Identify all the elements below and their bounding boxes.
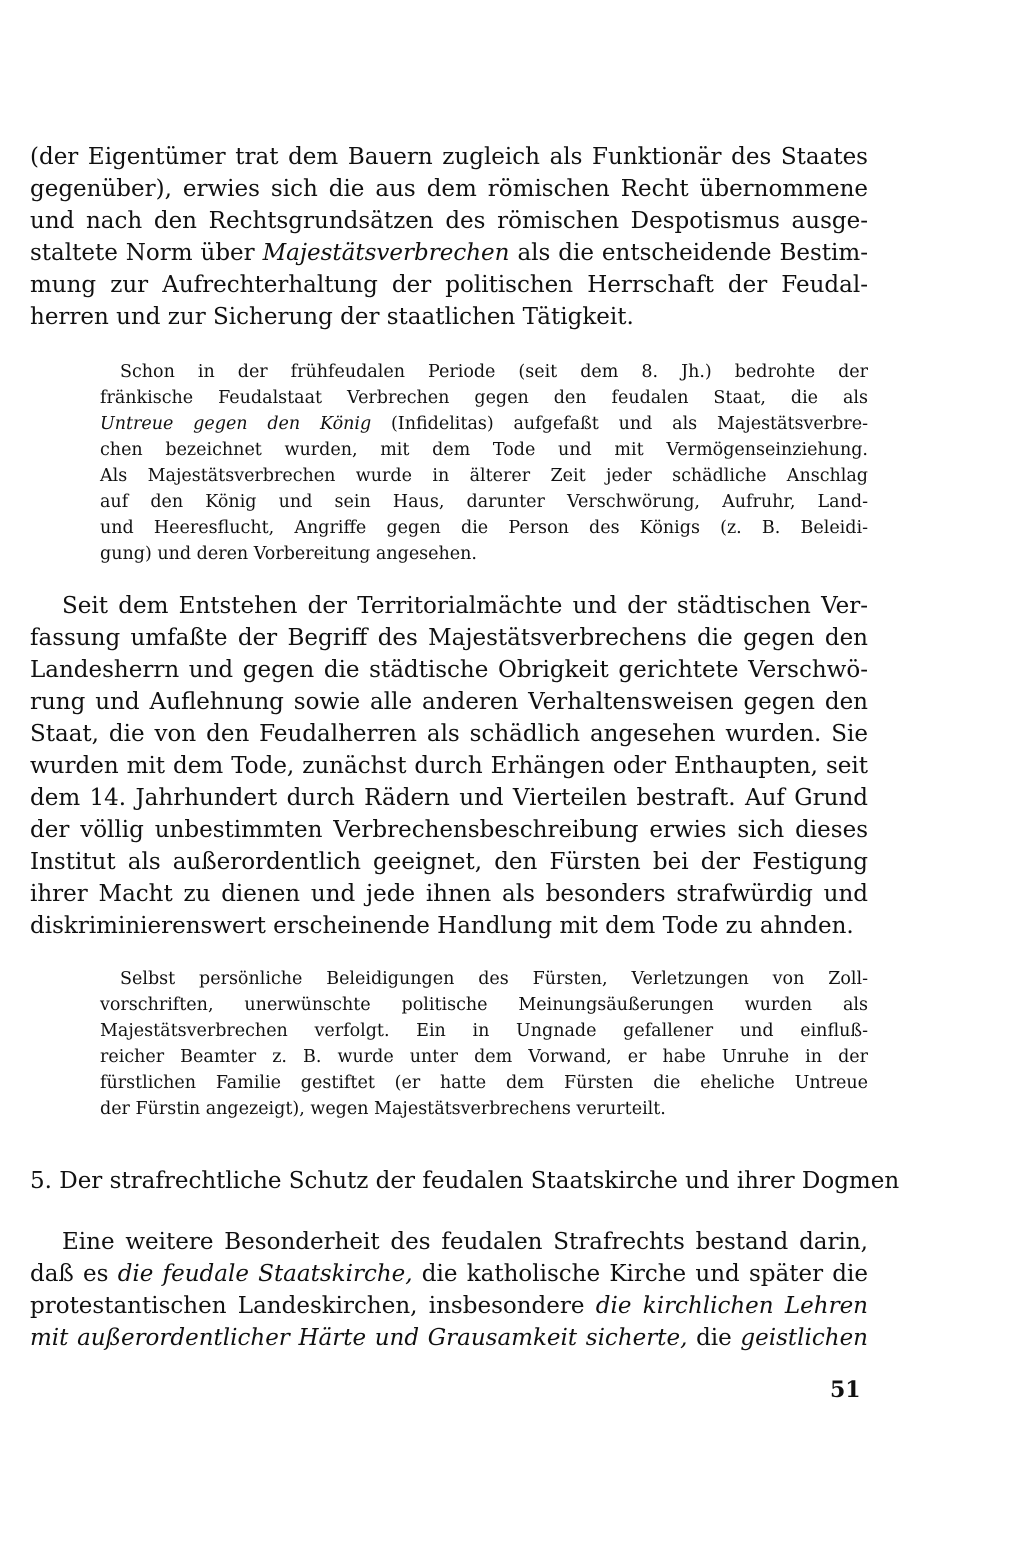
text-line: rung und Auflehnung sowie alle anderen Verhaltensweisen gegen den	[30, 689, 868, 715]
text-line: (der Eigentümer trat dem Bauern zugleich als Funktionär des Staates	[30, 144, 868, 170]
text-line	[30, 237, 868, 269]
text-line: reicher Beamter z. B. wurde unter dem Vorwand, er habe Unruhe in der	[100, 1047, 868, 1067]
text-line	[100, 411, 868, 437]
paragraph-2	[30, 590, 868, 942]
text-line: auf den König und sein Haus, darunter Verschwörung, Aufruhr, Land-	[100, 492, 868, 512]
emphasis-untreue: Untreue gegen den König	[100, 414, 372, 434]
text-line: Seit dem Entstehen der Territorialmächte und der städtischen Ver-	[62, 593, 868, 619]
text-line: Institut als außerordentlich geeignet, den Fürsten bei der Festigung	[30, 849, 868, 875]
text-line: fränkische Feudalstaat Verbrechen gegen den feudalen Staat, die als	[100, 388, 868, 408]
text-line: vorschriften, unerwünschte politische Meinungsäußerungen wurden als	[100, 995, 868, 1015]
text-line: mung zur Aufrechterhaltung der politischen Herrschaft der Feudal-	[30, 272, 868, 298]
emphasis-majestaetsverbrechen: Majestätsverbrechen	[262, 240, 510, 266]
text-run: die	[687, 1325, 741, 1351]
text-line: Majestätsverbrechen verfolgt. Ein in Ungnade gefallener und einfluß-	[100, 1021, 868, 1041]
text-line: dem 14. Jahrhundert durch Rädern und Vierteilen bestraft. Auf Grund	[30, 785, 868, 811]
text-run: die katholische Kirche und später die	[412, 1261, 868, 1287]
text-run: (Infidelitas) aufgefaßt und als Majestätsverbre-	[371, 414, 868, 434]
text-line: Eine weitere Besonderheit des feudalen Strafrechts bestand darin,	[62, 1229, 868, 1255]
text-line: Schon in der frühfeudalen Periode (seit dem 8. Jh.) bedrohte der	[120, 362, 868, 382]
paragraph-3	[30, 1226, 868, 1354]
footnote-block-2	[100, 966, 868, 1122]
page-number: 51	[830, 1377, 861, 1403]
emphasis-staatskirche: die feudale Staatskirche,	[117, 1261, 413, 1287]
emphasis-kirchliche-lehren: die kirchlichen Lehren	[595, 1293, 868, 1319]
text-line	[30, 1258, 868, 1290]
text-line: Landesherrn und gegen die städtische Obrigkeit gerichtete Verschwö-	[30, 657, 868, 683]
text-line	[30, 1290, 868, 1322]
text-line	[30, 1322, 868, 1354]
text-line: Staat, die von den Feudalherren als schädlich angesehen wurden. Sie	[30, 721, 868, 747]
text-line: Als Majestätsverbrechen wurde in älterer Zeit jeder schädliche Anschlag	[100, 466, 868, 486]
text-line: der völlig unbestimmten Verbrechensbeschreibung erwies sich dieses	[30, 817, 868, 843]
text-line: diskriminierenswert erscheinende Handlung mit dem Tode zu ahnden.	[30, 913, 854, 939]
text-line: ihrer Macht zu dienen und jede ihnen als besonders strafwürdig und	[30, 881, 868, 907]
text-run: staltete Norm über	[30, 240, 263, 266]
text-line: Selbst persönliche Beleidigungen des Fürsten, Verletzungen von Zoll-	[120, 969, 868, 989]
text-line: herren und zur Sicherung der staatlichen Tätigkeit.	[30, 304, 634, 330]
text-line: und Heeresflucht, Angriffe gegen die Person des Königs (z. B. Beleidi-	[100, 518, 868, 538]
text-line: der Fürstin angezeigt), wegen Majestätsverbrechens verurteilt.	[100, 1099, 666, 1119]
text-run: protestantischen Landeskirchen, insbesondere	[30, 1293, 596, 1319]
text-run: als die entscheidende Bestim-	[509, 240, 868, 266]
text-run: daß es	[30, 1261, 118, 1287]
text-line: und nach den Rechtsgrundsätzen des römischen Despotismus ausge-	[30, 208, 868, 234]
section-heading: 5. Der strafrechtliche Schutz der feudalen Staatskirche und ihrer Dogmen	[30, 1168, 900, 1194]
text-line: wurden mit dem Tode, zunächst durch Erhängen oder Enthaupten, seit	[30, 753, 868, 779]
footnote-block-1	[100, 359, 868, 567]
text-line: fassung umfaßte der Begriff des Majestätsverbrechens die gegen den	[30, 625, 868, 651]
text-line: chen bezeichnet wurden, mit dem Tode und mit Vermögenseinziehung.	[100, 440, 868, 460]
emphasis-haerte: mit außerordentlicher Härte und Grausamkeit sicherte,	[30, 1325, 688, 1351]
emphasis-geistlichen: geistlichen	[740, 1325, 868, 1351]
paragraph-1	[30, 141, 868, 333]
text-line: gegenüber), erwies sich die aus dem römischen Recht übernommene	[30, 176, 868, 202]
text-line: fürstlichen Familie gestiftet (er hatte dem Fürsten die eheliche Untreue	[100, 1073, 868, 1093]
text-line: gung) und deren Vorbereitung angesehen.	[100, 544, 477, 564]
